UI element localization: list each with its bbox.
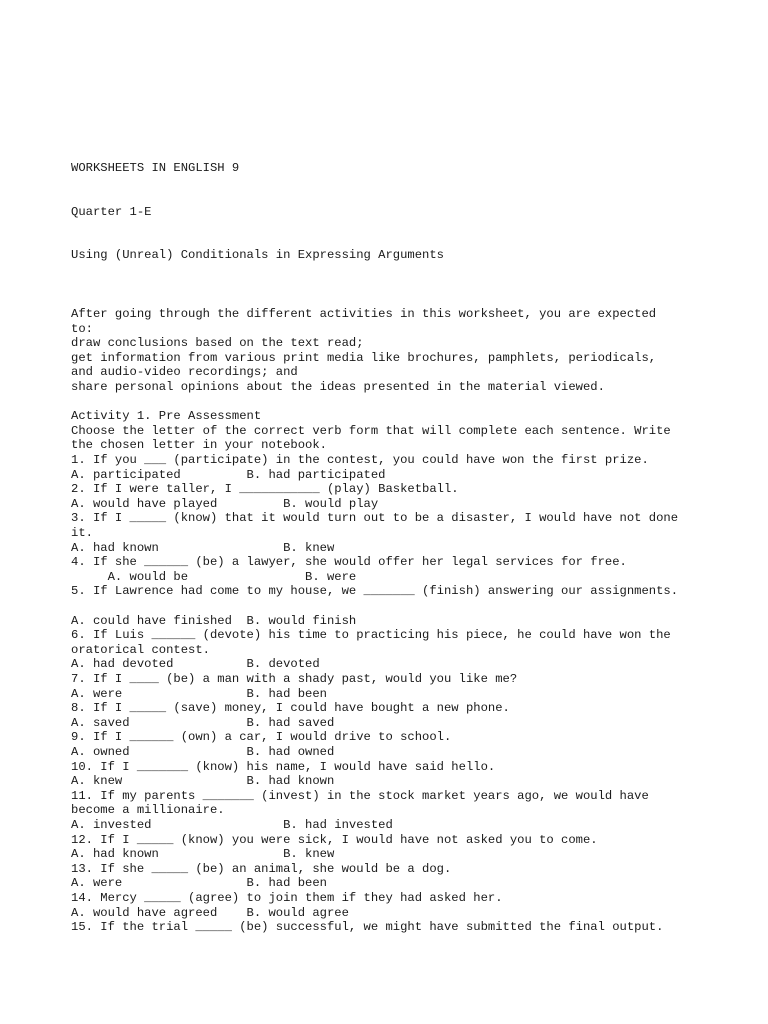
intro-line: After going through the different activities in this worksheet, you are expected <box>71 307 657 321</box>
answer-choices: A. would have played B. would play <box>71 496 379 511</box>
answer-choices: A. would be B. were <box>71 569 357 584</box>
answer-choices: A. knew B. had known <box>71 774 335 789</box>
activity-title: Activity 1. Pre Assessment <box>71 409 262 424</box>
answer-choices: A. participated B. had participated <box>71 467 386 482</box>
activity-instruction-line: Choose the letter of the correct verb form that will complete each sentence. Write <box>71 423 671 438</box>
intro-line: to: <box>71 321 93 336</box>
intro-line: draw conclusions based on the text read; <box>71 336 364 351</box>
question-line: 1. If you ___ (participate) in the contest, you could have won the first prize. <box>71 453 649 467</box>
question-line: 2. If I were taller, I ___________ (play) Basketball. <box>71 482 459 497</box>
activity-instruction-line: the chosen letter in your notebook. <box>71 438 327 453</box>
answer-choices: A. saved B. had saved <box>71 715 335 730</box>
intro-line: share personal opinions about the ideas presented in the material viewed. <box>71 380 605 394</box>
question-line: 11. If my parents _______ (invest) in the stock market years ago, we would have <box>71 788 649 803</box>
question-line: 9. If I ______ (own) a car, I would drive to school. <box>71 730 452 745</box>
intro-line: and audio-video recordings; and <box>71 365 298 380</box>
topic-heading: Using (Unreal) Conditionals in Expressing Arguments <box>71 248 444 262</box>
answer-choices: A. had devoted B. devoted <box>71 657 320 672</box>
question-line: it. <box>71 526 93 540</box>
question-line: 12. If I _____ (know) you were sick, I would have not asked you to come. <box>71 832 598 847</box>
question-line: 3. If I _____ (know) that it would turn out to be a disaster, I would have not done <box>71 511 679 526</box>
question-line: 13. If she _____ (be) an animal, she would be a dog. <box>71 861 452 876</box>
answer-choices: A. would have agreed B. would agree <box>71 905 349 920</box>
question-line: 14. Mercy _____ (agree) to join them if they had asked her. <box>71 891 503 905</box>
answer-choices: A. could have finished B. would finish <box>71 613 357 628</box>
question-line: 5. If Lawrence had come to my house, we _______ (finish) answering our assignments. <box>71 584 679 599</box>
worksheet-title: WORKSHEETS IN ENGLISH 9 <box>71 161 240 175</box>
answer-choices: A. invested B. had invested <box>71 818 393 832</box>
answer-choices: A. had known B. knew <box>71 540 335 555</box>
quarter-label: Quarter 1-E <box>71 205 152 219</box>
question-line: 4. If she ______ (be) a lawyer, she would offer her legal services for free. <box>71 555 627 570</box>
answer-choices: A. owned B. had owned <box>71 745 335 759</box>
question-line: 8. If I _____ (save) money, I could have bought a new phone. <box>71 701 510 716</box>
question-line: 6. If Luis ______ (devote) his time to practicing his piece, he could have won the <box>71 628 671 643</box>
question-line: become a millionaire. <box>71 803 225 818</box>
answer-choices: A. were B. had been <box>71 876 327 891</box>
question-line: 10. If I _______ (know) his name, I would have said hello. <box>71 759 496 774</box>
answer-choices: A. were B. had been <box>71 686 327 701</box>
answer-choices: A. had known B. knew <box>71 847 335 862</box>
question-line: oratorical contest. <box>71 642 210 657</box>
question-line: 15. If the trial _____ (be) successful, we might have submitted the final output. <box>71 920 664 935</box>
intro-line: get information from various print media like brochures, pamphlets, periodicals, <box>71 350 657 365</box>
question-line: 7. If I ____ (be) a man with a shady past, would you like me? <box>71 672 518 686</box>
